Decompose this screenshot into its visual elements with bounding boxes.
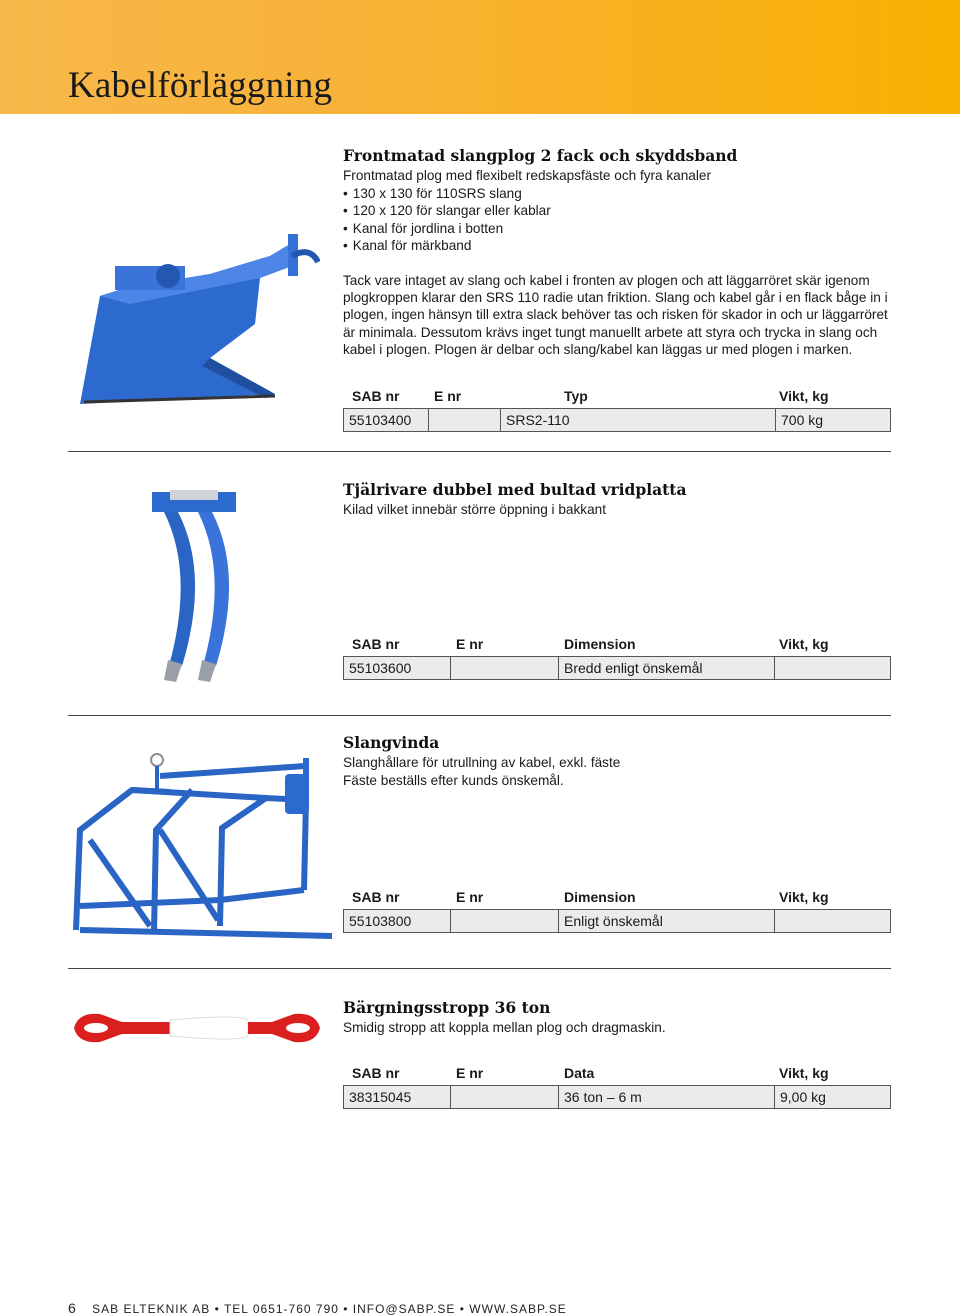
col-sab: SAB nr: [352, 1065, 400, 1081]
bullet-item: • Kanal för jordlina i botten: [343, 220, 891, 238]
table-row: [343, 408, 891, 432]
cell-sab: 55103800: [349, 913, 412, 929]
section-line: Slanghållare för utrullning av kabel, exkl. fäste: [343, 755, 621, 770]
cell-vikt: 9,00 kg: [774, 1086, 890, 1108]
col-sab: SAB nr: [352, 889, 400, 905]
col-enr: E nr: [456, 889, 484, 905]
table-header: [343, 887, 891, 907]
cell-enr: [450, 657, 558, 679]
section-title: Tjälrivare dubbel med bultad vridplatta: [343, 480, 687, 499]
col-typ: Typ: [564, 388, 588, 404]
table-header: [343, 1063, 891, 1083]
bullet-item: • Kanal för märkband: [343, 237, 891, 255]
table-slangvinda: [343, 887, 891, 935]
divider: [68, 715, 891, 716]
cell-vikt: [774, 657, 890, 679]
bullet-item: • 120 x 120 för slangar eller kablar: [343, 202, 891, 220]
table-row: [343, 656, 891, 680]
section-line: Frontmatad plog med flexibelt redskapsfäste och fyra kanaler: [343, 168, 711, 183]
footer-contact: SAB ELTEKNIK AB • TEL 0651-760 790 • INFO@SABP.SE • WWW.SABP.SE: [92, 1302, 567, 1316]
table-row: [343, 1085, 891, 1109]
plow-image: [70, 226, 320, 408]
col-enr: E nr: [434, 388, 462, 404]
cell-typ: SRS2-110: [500, 409, 775, 431]
section-title: Frontmatad slangplog 2 fack och skyddsband: [343, 146, 738, 165]
col-dimension: Dimension: [564, 636, 636, 652]
table-header: [343, 634, 891, 654]
section-slangvinda: [343, 733, 891, 789]
table-tjalrivare: [343, 634, 891, 682]
col-enr: E nr: [456, 1065, 484, 1081]
section-line: Smidig stropp att koppla mellan plog och dragmaskin.: [343, 1020, 666, 1035]
col-vikt: Vikt, kg: [779, 1065, 829, 1081]
divider: [68, 968, 891, 969]
col-vikt: Vikt, kg: [779, 889, 829, 905]
cell-enr: [450, 910, 558, 932]
col-enr: E nr: [456, 636, 484, 652]
section-tjalrivare: [343, 480, 891, 519]
ripper-image: [148, 488, 240, 684]
cell-sab: 55103400: [349, 412, 412, 428]
cell-enr: [428, 409, 500, 431]
section-title: Slangvinda: [343, 733, 440, 752]
cell-dimension: Enligt önskemål: [558, 910, 774, 932]
col-vikt: Vikt, kg: [779, 388, 829, 404]
col-sab: SAB nr: [352, 636, 400, 652]
cell-data: 36 ton – 6 m: [558, 1086, 774, 1108]
table-row: [343, 909, 891, 933]
cell-vikt: [774, 910, 890, 932]
cell-sab: 38315045: [349, 1089, 412, 1105]
section-slangplog: [343, 146, 891, 359]
section-line: Fäste beställs efter kunds önskemål.: [343, 772, 564, 788]
divider: [68, 451, 891, 452]
bullet-item: • 130 x 130 för 110SRS slang: [343, 185, 891, 203]
section-line: Kilad vilket innebär större öppning i bakkant: [343, 502, 606, 517]
table-header: [343, 386, 891, 406]
cell-vikt: 700 kg: [775, 409, 890, 431]
hose-reel-image: [70, 750, 336, 950]
table-bargningsstropp: [343, 1063, 891, 1111]
page-footer: [68, 1300, 567, 1316]
table-slangplog: [343, 386, 891, 434]
page-title: Kabelförläggning: [68, 65, 333, 106]
strap-image: [70, 1008, 324, 1048]
section-title: Bärgningsstropp 36 ton: [343, 998, 551, 1017]
section-paragraph: Tack vare intaget av slang och kabel i fronten av plogen och att läggarröret skär igenom plogkroppen klarar den SRS 110 radie utan friktion. Slang och kabel går i en flack båge in i plogen, ingen hänsyn till extra slack behöver tas och risken för skador in och ur läggarröret är minimala. Dessutom krävs inget tungt manuellt arbete att styra och trycka in slang och kabel i plogen. Plogen är delbar och slang/kabel kan läggas ur med plogen i marken.: [343, 272, 888, 358]
cell-sab: 55103600: [349, 660, 412, 676]
page-header: [0, 0, 960, 114]
page-number: 6: [68, 1300, 76, 1316]
col-vikt: Vikt, kg: [779, 636, 829, 652]
cell-enr: [450, 1086, 558, 1108]
col-data: Data: [564, 1065, 595, 1081]
col-sab: SAB nr: [352, 388, 400, 404]
cell-dimension: Bredd enligt önskemål: [558, 657, 774, 679]
section-bargningsstropp: [343, 998, 891, 1037]
col-dimension: Dimension: [564, 889, 636, 905]
